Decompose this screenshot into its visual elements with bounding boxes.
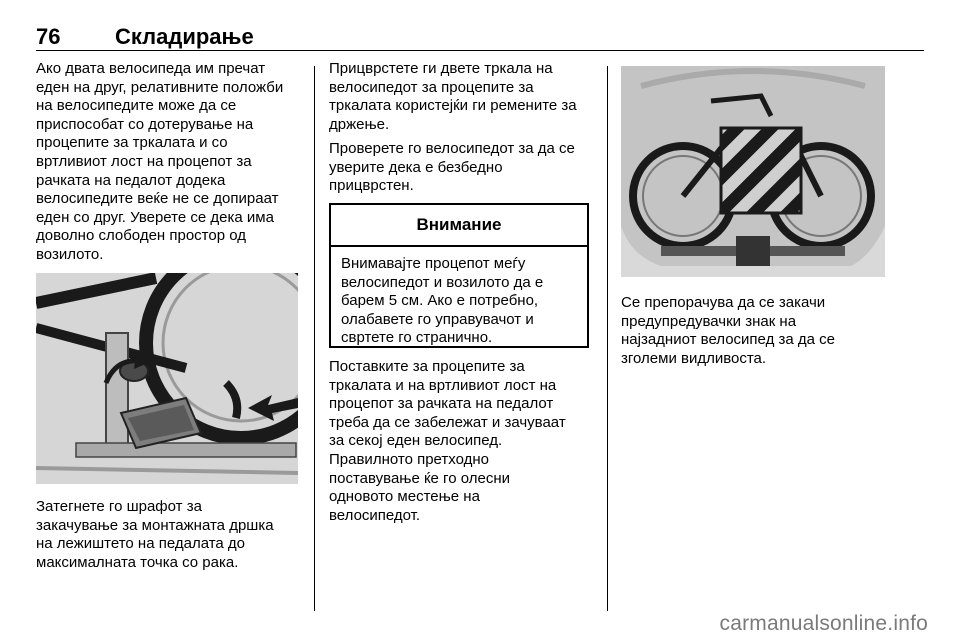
col1-paragraph-1 [36,60,304,265]
text-line: Се препорачува да се закачи [621,294,826,311]
col2-paragraph-3 [329,358,597,525]
warning-box [329,203,589,348]
text-line: Проверете го велосипедот за да се [329,140,575,157]
text-line: тркалата и на вртливиот лост на [329,376,557,394]
text-line: Ако двата велосипеда им пречат [36,60,266,77]
text-line: приспособат со дотерување на [36,115,254,133]
text-line: за секој еден велосипед. [329,432,503,450]
text-line: велосипедот за процепите за [329,78,534,96]
text-line: еден на друг, релативните положби [36,78,284,96]
page-number: 76 [36,24,61,49]
text-line: одновото местење на [329,488,480,506]
col1-paragraph-2 [36,498,304,572]
text-line: уверите дека е безбедно [329,158,503,176]
page-title: Складирање [115,24,254,49]
text-line: држење. [329,115,390,133]
text-line: барем 5 см. Ако е потребно, [341,292,539,310]
col2-paragraph-1 [329,60,597,134]
text-line: еден со друг. Уверете се дека има [36,208,274,226]
text-line: Затегнете го шрафот за [36,498,202,515]
text-line: возилото. [36,245,104,263]
text-line: доволно слободен простор од [36,227,246,245]
text-line: процепите за тркалата и со [36,134,228,152]
text-line: најзадниот велосипед за да се [621,331,835,349]
text-line: Прицврстете ги двете тркала на [329,60,553,77]
text-line: на лежиштето на педалата до [36,535,246,553]
text-line: прицврстен. [329,177,414,195]
col3-paragraph-1 [621,294,891,368]
text-line: поставување ќе го олесни [329,469,510,487]
text-line: Поставките за процепите за [329,358,525,375]
text-line: олабавете го управувачот и [341,310,534,328]
text-line: вртливиот лост на процепот за [36,152,252,170]
figure-pedal-mount-illustration [36,273,298,484]
warning-text [331,247,587,356]
text-line: процепот за рачката на педалот [329,395,554,413]
text-line: предупредувачки знак на [621,312,797,330]
text-line: велосипедите веќе не се допираат [36,190,279,208]
watermark: carmanualsonline.info [719,612,928,635]
text-line: Правилното претходно [329,450,489,468]
text-line: рачката на педалот додека [36,171,226,189]
column-divider-2 [607,66,608,611]
col2-paragraph-2 [329,140,597,196]
pedal-mount-drawing [36,273,298,484]
figure-bikes-warning-sign-illustration [621,66,885,277]
column-divider-1 [314,66,315,611]
text-line: велосипедот и возилото да е [341,273,544,291]
header-rule [36,50,924,51]
text-line: зголеми видливоста. [621,349,767,367]
text-line: треба да се забележат и зачуваат [329,413,566,431]
text-line: свртете го странично. [341,329,493,347]
text-line: максималната точка со рака. [36,553,239,571]
text-line: Внимавајте процепот меѓу [341,255,526,272]
text-line: велосипедот. [329,506,421,524]
text-line: тркалата користејќи ги ремените за [329,97,577,115]
bikes-with-sign-drawing [621,66,885,277]
text-line: на велосипедите може да се [36,97,237,115]
text-line: закачување за монтажната дршка [36,516,274,534]
warning-title: Внимание [331,205,587,247]
